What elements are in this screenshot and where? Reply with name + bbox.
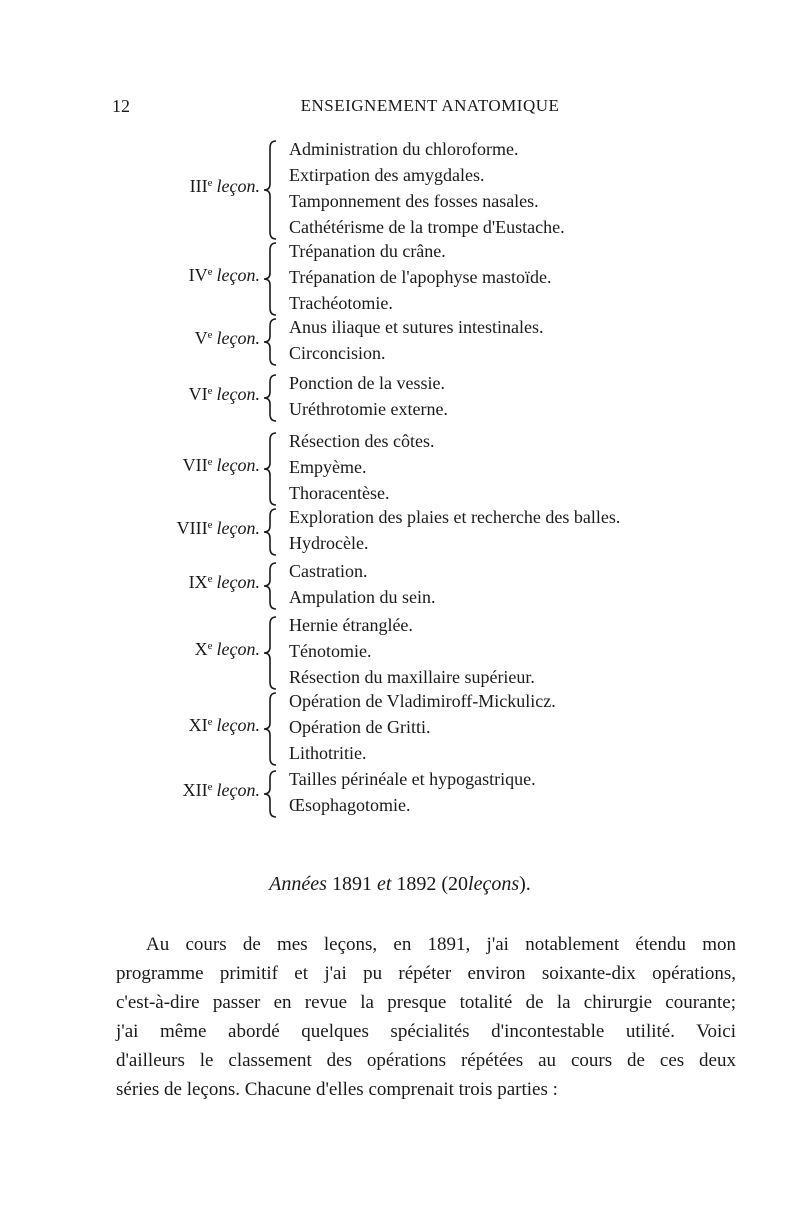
operation-item: Tamponnement des fosses nasales. [289,191,539,211]
paragraph-line: programme primitif et j'ai pu répéter environ soixante-dix opérations, [116,963,736,984]
lesson-word: leçon. [216,176,260,196]
running-head: ENSEIGNEMENT ANATOMIQUE [300,96,560,115]
operation-item: Anus iliaque et sutures intestinales. [289,317,544,337]
operation-item: Œsophagotomie. [289,795,411,815]
lesson-numeral: IV [188,265,208,285]
lesson-word: leçon. [216,265,260,285]
operation-item: Ampulation du sein. [289,587,436,607]
curly-brace-icon [262,562,280,610]
lesson-word: leçon. [216,639,260,659]
curly-brace-icon [262,140,280,240]
operation-item: Uréthrotomie externe. [289,399,448,419]
lesson-numeral-suffix: e [207,573,213,585]
section-title-et: et [376,873,392,895]
operation-list [289,612,535,690]
operation-list [289,688,556,766]
lesson-numeral-suffix: e [207,716,213,728]
operation-item: Empyème. [289,457,367,477]
lesson-block [0,428,800,506]
lesson-block [0,504,800,556]
lesson-block [0,612,800,690]
curly-brace-icon [262,242,280,316]
operation-item: Trépanation de l'apophyse mastoïde. [289,267,552,287]
lesson-numeral-suffix: e [207,177,213,189]
operation-item: Ténotomie. [289,641,372,661]
paragraph-line: j'ai même abordé quelques spécialités d'incontestable utilité. Voici [116,1021,736,1042]
operation-list [289,238,552,316]
lesson-block [0,136,800,240]
lesson-block [0,314,800,366]
curly-brace-icon [262,318,280,366]
operation-item: Extirpation des amygdales. [289,165,485,185]
operation-list [289,504,620,556]
curly-brace-icon [262,692,280,766]
body-paragraph [116,930,736,1104]
lesson-label [195,328,260,349]
paragraph-line: Au cours de mes leçons, en 1891, j'ai notablement étendu mon [146,934,736,955]
lesson-numeral: XI [188,715,208,735]
lesson-label [183,780,260,801]
lesson-numeral-suffix: e [207,329,213,341]
lesson-numeral-suffix: e [207,519,213,531]
lesson-numeral: VII [182,455,208,475]
section-title-annees: Années [269,873,327,895]
section-title-count: (20 [441,873,469,895]
lesson-numeral-suffix: e [207,266,213,278]
lesson-word: leçon. [216,455,260,475]
operation-item: Trépanation du crâne. [289,241,446,261]
curly-brace-icon [262,432,280,506]
lesson-word: leçon. [216,384,260,404]
lesson-label [189,715,260,736]
paragraph-line: d'ailleurs le classement des opérations répétées au cours de ces deux [116,1050,736,1071]
lesson-word: leçon. [216,572,260,592]
lesson-label [195,639,260,660]
operation-list [289,558,436,610]
operation-list [289,428,434,506]
operation-list [289,314,543,366]
operation-item: Cathétérisme de la trompe d'Eustache. [289,217,565,237]
section-title-year1: 1891 [331,873,372,895]
lesson-block [0,238,800,316]
lesson-numeral-suffix: e [207,385,213,397]
operation-item: Hydrocèle. [289,533,369,553]
lesson-word: leçon. [216,780,260,800]
operation-list [289,370,448,422]
lesson-numeral: V [194,328,208,348]
paragraph-line: c'est-à-dire passer en revue la presque totalité de la chirurgie courante; [116,992,736,1013]
operation-item: Ponction de la vessie. [289,373,445,393]
lesson-label [189,265,260,286]
section-title-lecons: leçons [468,873,520,895]
page-number: 12 [112,96,130,116]
lesson-numeral: XII [182,780,208,800]
lesson-numeral-suffix: e [207,640,213,652]
operation-item: Castration. [289,561,368,581]
lesson-label [183,455,260,476]
lesson-block [0,370,800,422]
lesson-numeral: VI [188,384,208,404]
operation-item: Résection du maxillaire supérieur. [289,667,535,687]
section-title-year2: 1892 [396,873,437,895]
curly-brace-icon [262,616,280,690]
operation-list [289,136,565,240]
operation-item: Trachéotomie. [289,293,393,313]
operation-item: Tailles périnéale et hypogastrique. [289,769,536,789]
paragraph-line: séries de leçons. Chacune d'elles comprenait trois parties : [116,1079,558,1100]
lesson-label [189,384,260,405]
operation-item: Administration du chloroforme. [289,139,519,159]
lesson-numeral-suffix: e [207,781,213,793]
operation-item: Circoncision. [289,343,386,363]
running-head-container [0,96,800,116]
section-title-close: ). [519,873,531,895]
lesson-word: leçon. [216,518,260,538]
operation-list [289,766,536,818]
lesson-block [0,558,800,610]
operation-item: Lithotritie. [289,743,367,763]
lesson-numeral: VIII [176,518,208,538]
operation-item: Thoracentèse. [289,483,390,503]
lesson-numeral: X [194,639,208,659]
operation-item: Résection des côtes. [289,431,435,451]
lesson-label [189,572,260,593]
lesson-word: leçon. [216,715,260,735]
curly-brace-icon [262,508,280,556]
operation-item: Opération de Gritti. [289,717,431,737]
curly-brace-icon [262,770,280,818]
lesson-numeral-suffix: e [207,456,213,468]
lesson-numeral: IX [188,572,208,592]
lesson-block [0,688,800,766]
lesson-numeral: III [189,176,208,196]
lesson-block [0,766,800,818]
section-title [0,873,800,896]
lesson-label [177,518,260,539]
lesson-word: leçon. [216,328,260,348]
operation-item: Exploration des plaies et recherche des balles. [289,507,621,527]
operation-item: Opération de Vladimiroff-Mickulicz. [289,691,556,711]
lesson-label [190,176,260,197]
curly-brace-icon [262,374,280,422]
operation-item: Hernie étranglée. [289,615,413,635]
